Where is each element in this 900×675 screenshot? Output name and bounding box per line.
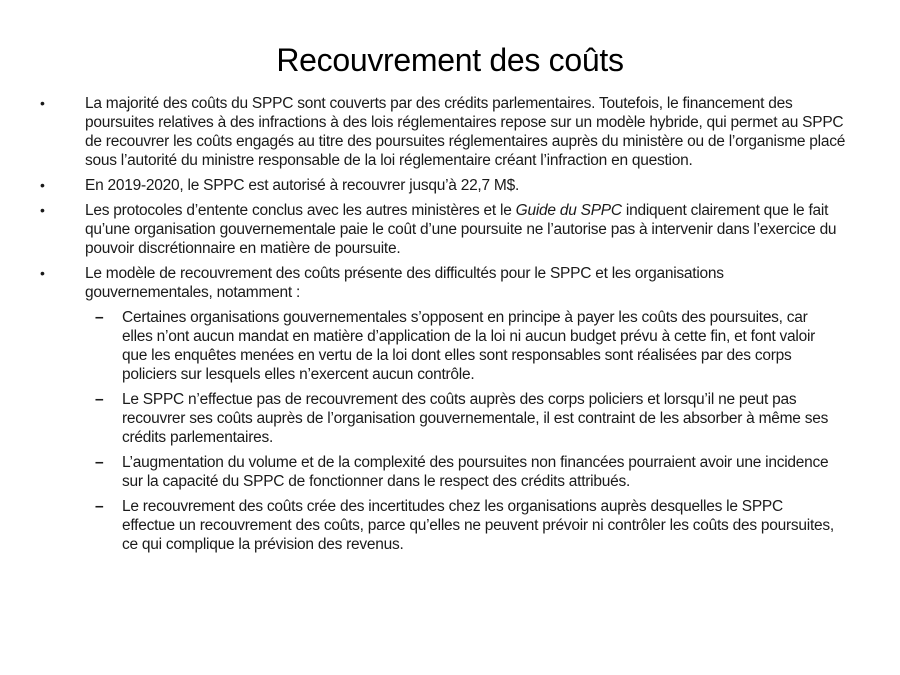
dash-marker: – — [95, 391, 104, 408]
text-segment: Le recouvrement des coûts crée des incertitudes chez les organisations auprès desquelles le SPPC effectue un recouvrement des coûts, parce qu’elles ne peuvent prévoir ni contrôler les coûts des poursuites, ce qui complique la prévision des revenus. — [122, 498, 834, 553]
italic-text-segment: Guide du SPPC — [515, 202, 622, 219]
bullet-item — [40, 264, 900, 302]
slide-title: Recouvrement des coûts — [276, 42, 624, 78]
bullet-text — [122, 453, 838, 491]
bullet-text — [85, 264, 853, 302]
bullet-item — [40, 201, 900, 258]
dash-marker: – — [95, 498, 104, 515]
bullet-list — [0, 94, 900, 554]
bullet-text — [85, 201, 853, 258]
sub-bullet-item — [40, 308, 900, 384]
sub-bullet-item — [40, 390, 900, 447]
bullet-text — [122, 308, 838, 384]
bullet-item — [40, 176, 900, 195]
text-segment: Les protocoles d’entente conclus avec les autres ministères et le — [85, 202, 516, 219]
text-segment: L’augmentation du volume et de la complexité des poursuites non financées pourraient avoir une incidence sur la capacité du SPPC de fonctionner dans le respect des crédits attribués. — [122, 454, 829, 490]
dash-marker: – — [95, 309, 104, 326]
text-segment: Le modèle de recouvrement des coûts présente des difficultés pour le SPPC et les organisations gouvernementales, notamment : — [85, 265, 724, 301]
text-segment: indiquent clairement que le fait qu’une organisation gouvernementale paie le coût d’une poursuite ne l’autorise pas à intervenir dans l’exercice du pouvoir discrétionnaire en matière de poursuite. — [85, 202, 837, 257]
sub-bullet-item — [40, 497, 900, 554]
text-segment: Le SPPC n’effectue pas de recouvrement des coûts auprès des corps policiers et lorsqu’il ne peut pas recouvrer ses coûts auprès de l’organisation gouvernementale, il est contraint de les absorber à même ses crédits parlementaires. — [122, 391, 829, 446]
text-segment: La majorité des coûts du SPPC sont couverts par des crédits parlementaires. Toutefois, le financement des poursuites relatives à des infractions à des lois réglementaires repose sur un modèle hybride, qui permet au SPPC de recouvrer les coûts engagés au titre des poursuites réglementaires auprès du ministère ou de l’organisme placé sous l’autorité du ministre responsable de la loi réglementaire créant l’infraction en question. — [85, 95, 846, 169]
text-segment: En 2019-2020, le SPPC est autorisé à recouvrer jusqu’à 22,7 M$. — [85, 177, 520, 194]
bullet-text — [85, 176, 519, 195]
dash-marker: – — [95, 454, 104, 471]
bullet-item — [40, 94, 900, 170]
bullet-marker: • — [40, 177, 45, 193]
sub-bullet-item — [40, 453, 900, 491]
bullet-marker: • — [40, 95, 45, 111]
bullet-text — [122, 390, 838, 447]
text-segment: Certaines organisations gouvernementales s’opposent en principe à payer les coûts des poursuites, car elles n’ont aucun mandat en matière d’application de la loi ni aucun budget prévu à cette fin, et font valoir que les enquêtes menées en vertu de la loi dont elles sont responsables sont réalisées par des corps policiers sur lesquels elles n’exercent aucun contrôle. — [122, 309, 816, 383]
bullet-text — [122, 497, 838, 554]
bullet-text — [85, 94, 853, 170]
bullet-marker: • — [40, 202, 45, 218]
bullet-marker: • — [40, 265, 45, 281]
